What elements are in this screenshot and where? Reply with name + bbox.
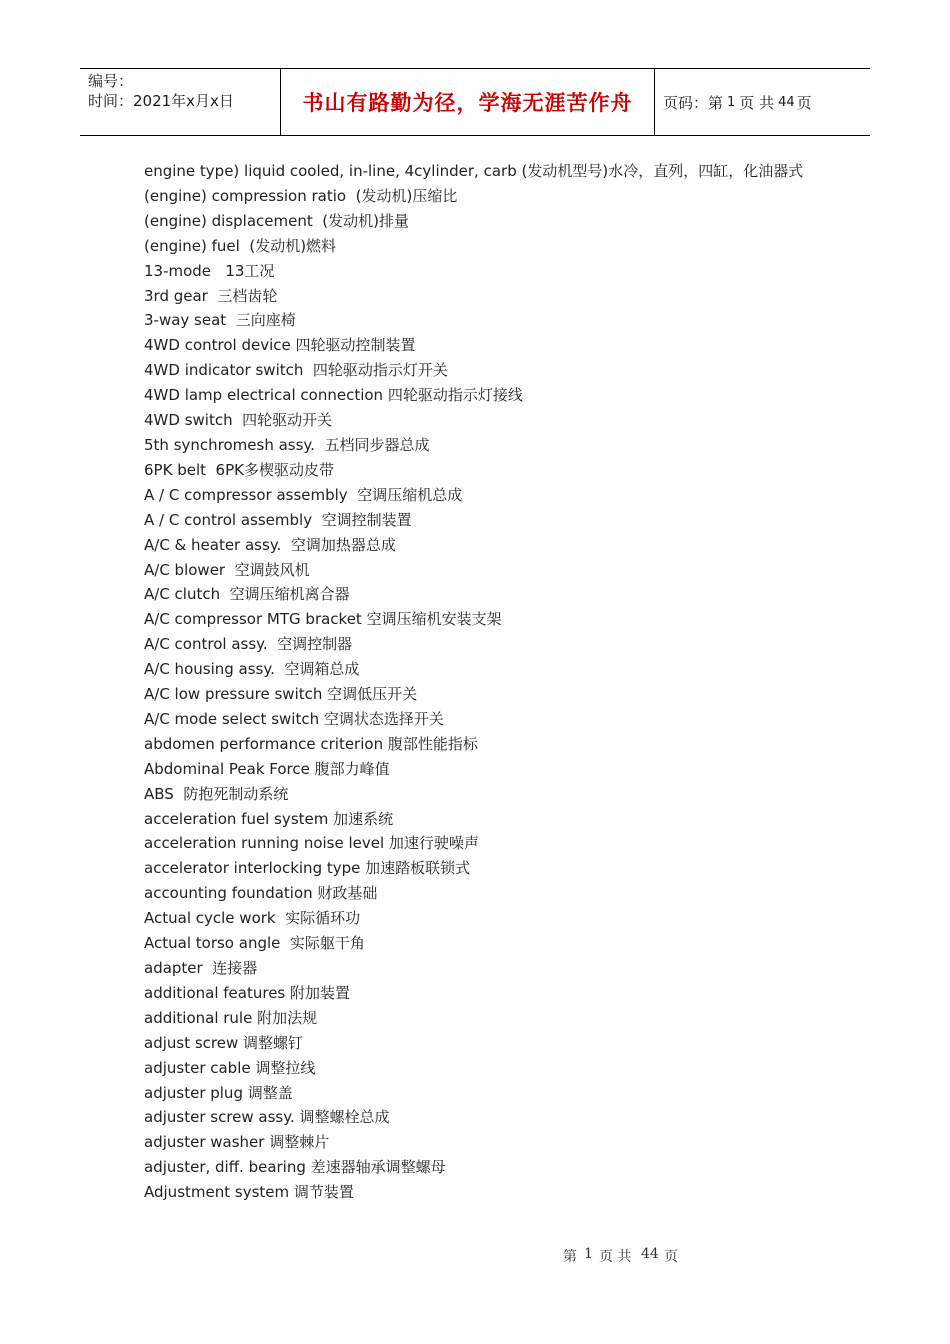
page-header xyxy=(80,68,870,136)
glossary-entry: A/C blower 空调鼓风机 xyxy=(144,560,310,579)
page-prefix: 页码：第 xyxy=(663,93,724,112)
glossary-entry: A/C control assy. 空调控制器 xyxy=(144,635,353,654)
glossary-entry: adjuster, diff. bearing 差速器轴承调整螺母 xyxy=(144,1158,446,1177)
glossary-entry: adjuster screw assy. 调整螺栓总成 xyxy=(144,1108,390,1127)
glossary-list xyxy=(144,159,816,1205)
page-current: 1 xyxy=(727,94,736,110)
glossary-entry: 13-mode 13工况 xyxy=(144,261,275,280)
glossary-entry: Adjustment system 调节装置 xyxy=(144,1183,354,1202)
glossary-entry: 4WD indicator switch 四轮驱动指示灯开关 xyxy=(144,361,448,380)
code-label: 编号： xyxy=(88,72,134,90)
page-mid: 页 共 xyxy=(739,93,775,112)
glossary-entry: (engine) compression ratio (发动机)压缩比 xyxy=(144,186,458,205)
glossary-entry: accelerator interlocking type 加速踏板联锁式 xyxy=(144,859,471,878)
glossary-entry: A/C low pressure switch 空调低压开关 xyxy=(144,685,418,704)
page-total: 44 xyxy=(778,94,795,110)
glossary-entry: adjuster washer 调整棘片 xyxy=(144,1133,330,1152)
glossary-entry: engine type) liquid cooled, in-line, 4cylinder, carb (发动机型号)水冷，直列，四缸，化油器式 xyxy=(144,162,804,180)
glossary-entry: A / C compressor assembly 空调压缩机总成 xyxy=(144,485,463,504)
glossary-entry: Abdominal Peak Force 腹部力峰值 xyxy=(144,759,390,778)
glossary-entry: adjuster cable 调整拉线 xyxy=(144,1058,316,1077)
header-page-cell xyxy=(655,69,870,135)
glossary-entry: accounting foundation 财政基础 xyxy=(144,884,378,903)
glossary-entry: A/C mode select switch 空调状态选择开关 xyxy=(144,709,444,728)
glossary-entry: additional features 附加装置 xyxy=(144,983,351,1002)
glossary-entry: acceleration fuel system 加速系统 xyxy=(144,809,394,828)
header-meta-cell xyxy=(80,69,281,135)
footer-prefix: 第 xyxy=(563,1249,577,1265)
glossary-entry: acceleration running noise level 加速行驶噪声 xyxy=(144,834,479,853)
glossary-entry: A/C clutch 空调压缩机离合器 xyxy=(144,585,350,604)
page-suffix: 页 xyxy=(796,93,812,112)
glossary-entry: 3-way seat 三向座椅 xyxy=(144,311,296,330)
glossary-entry: 4WD lamp electrical connection 四轮驱动指示灯接线 xyxy=(144,386,523,405)
glossary-entry: A / C control assembly 空调控制装置 xyxy=(144,510,412,529)
glossary-entry: Actual torso angle 实际躯干角 xyxy=(144,934,365,953)
glossary-entry: A/C & heater assy. 空调加热器总成 xyxy=(144,535,396,554)
glossary-entry: A/C compressor MTG bracket 空调压缩机安装支架 xyxy=(144,610,502,629)
motto-text: 书山有路勤为径，学海无涯苦作舟 xyxy=(302,91,633,115)
glossary-entry: adapter 连接器 xyxy=(144,959,258,977)
glossary-entry: (engine) displacement (发动机)排量 xyxy=(144,211,409,230)
footer-current: 1 xyxy=(584,1246,593,1262)
glossary-entry: adjuster plug 调整盖 xyxy=(144,1083,293,1102)
glossary-entry: A/C housing assy. 空调箱总成 xyxy=(144,660,360,679)
glossary-entry: ABS 防抱死制动系统 xyxy=(144,784,289,803)
glossary-entry: adjust screw 调整螺钉 xyxy=(144,1033,304,1052)
glossary-entry: 4WD switch 四轮驱动开关 xyxy=(144,411,333,430)
glossary-entry: abdomen performance criterion 腹部性能指标 xyxy=(144,734,478,753)
header-motto-cell xyxy=(281,69,655,135)
glossary-entry: additional rule 附加法规 xyxy=(144,1008,318,1027)
glossary-entry: 6PK belt 6PK多楔驱动皮带 xyxy=(144,460,334,479)
glossary-entry: 3rd gear 三档齿轮 xyxy=(144,286,278,305)
footer-total: 44 xyxy=(641,1246,659,1262)
footer-suffix: 页 xyxy=(664,1249,678,1265)
glossary-entry: 4WD control device 四轮驱动控制装置 xyxy=(144,336,416,355)
glossary-entry: 5th synchromesh assy. 五档同步器总成 xyxy=(144,435,430,454)
glossary-entry: Actual cycle work 实际循环功 xyxy=(144,909,361,928)
glossary-entry: (engine) fuel (发动机)燃料 xyxy=(144,236,337,255)
time-label: 时间：2021年x月x日 xyxy=(88,92,234,110)
footer-mid: 页 共 xyxy=(599,1249,632,1265)
